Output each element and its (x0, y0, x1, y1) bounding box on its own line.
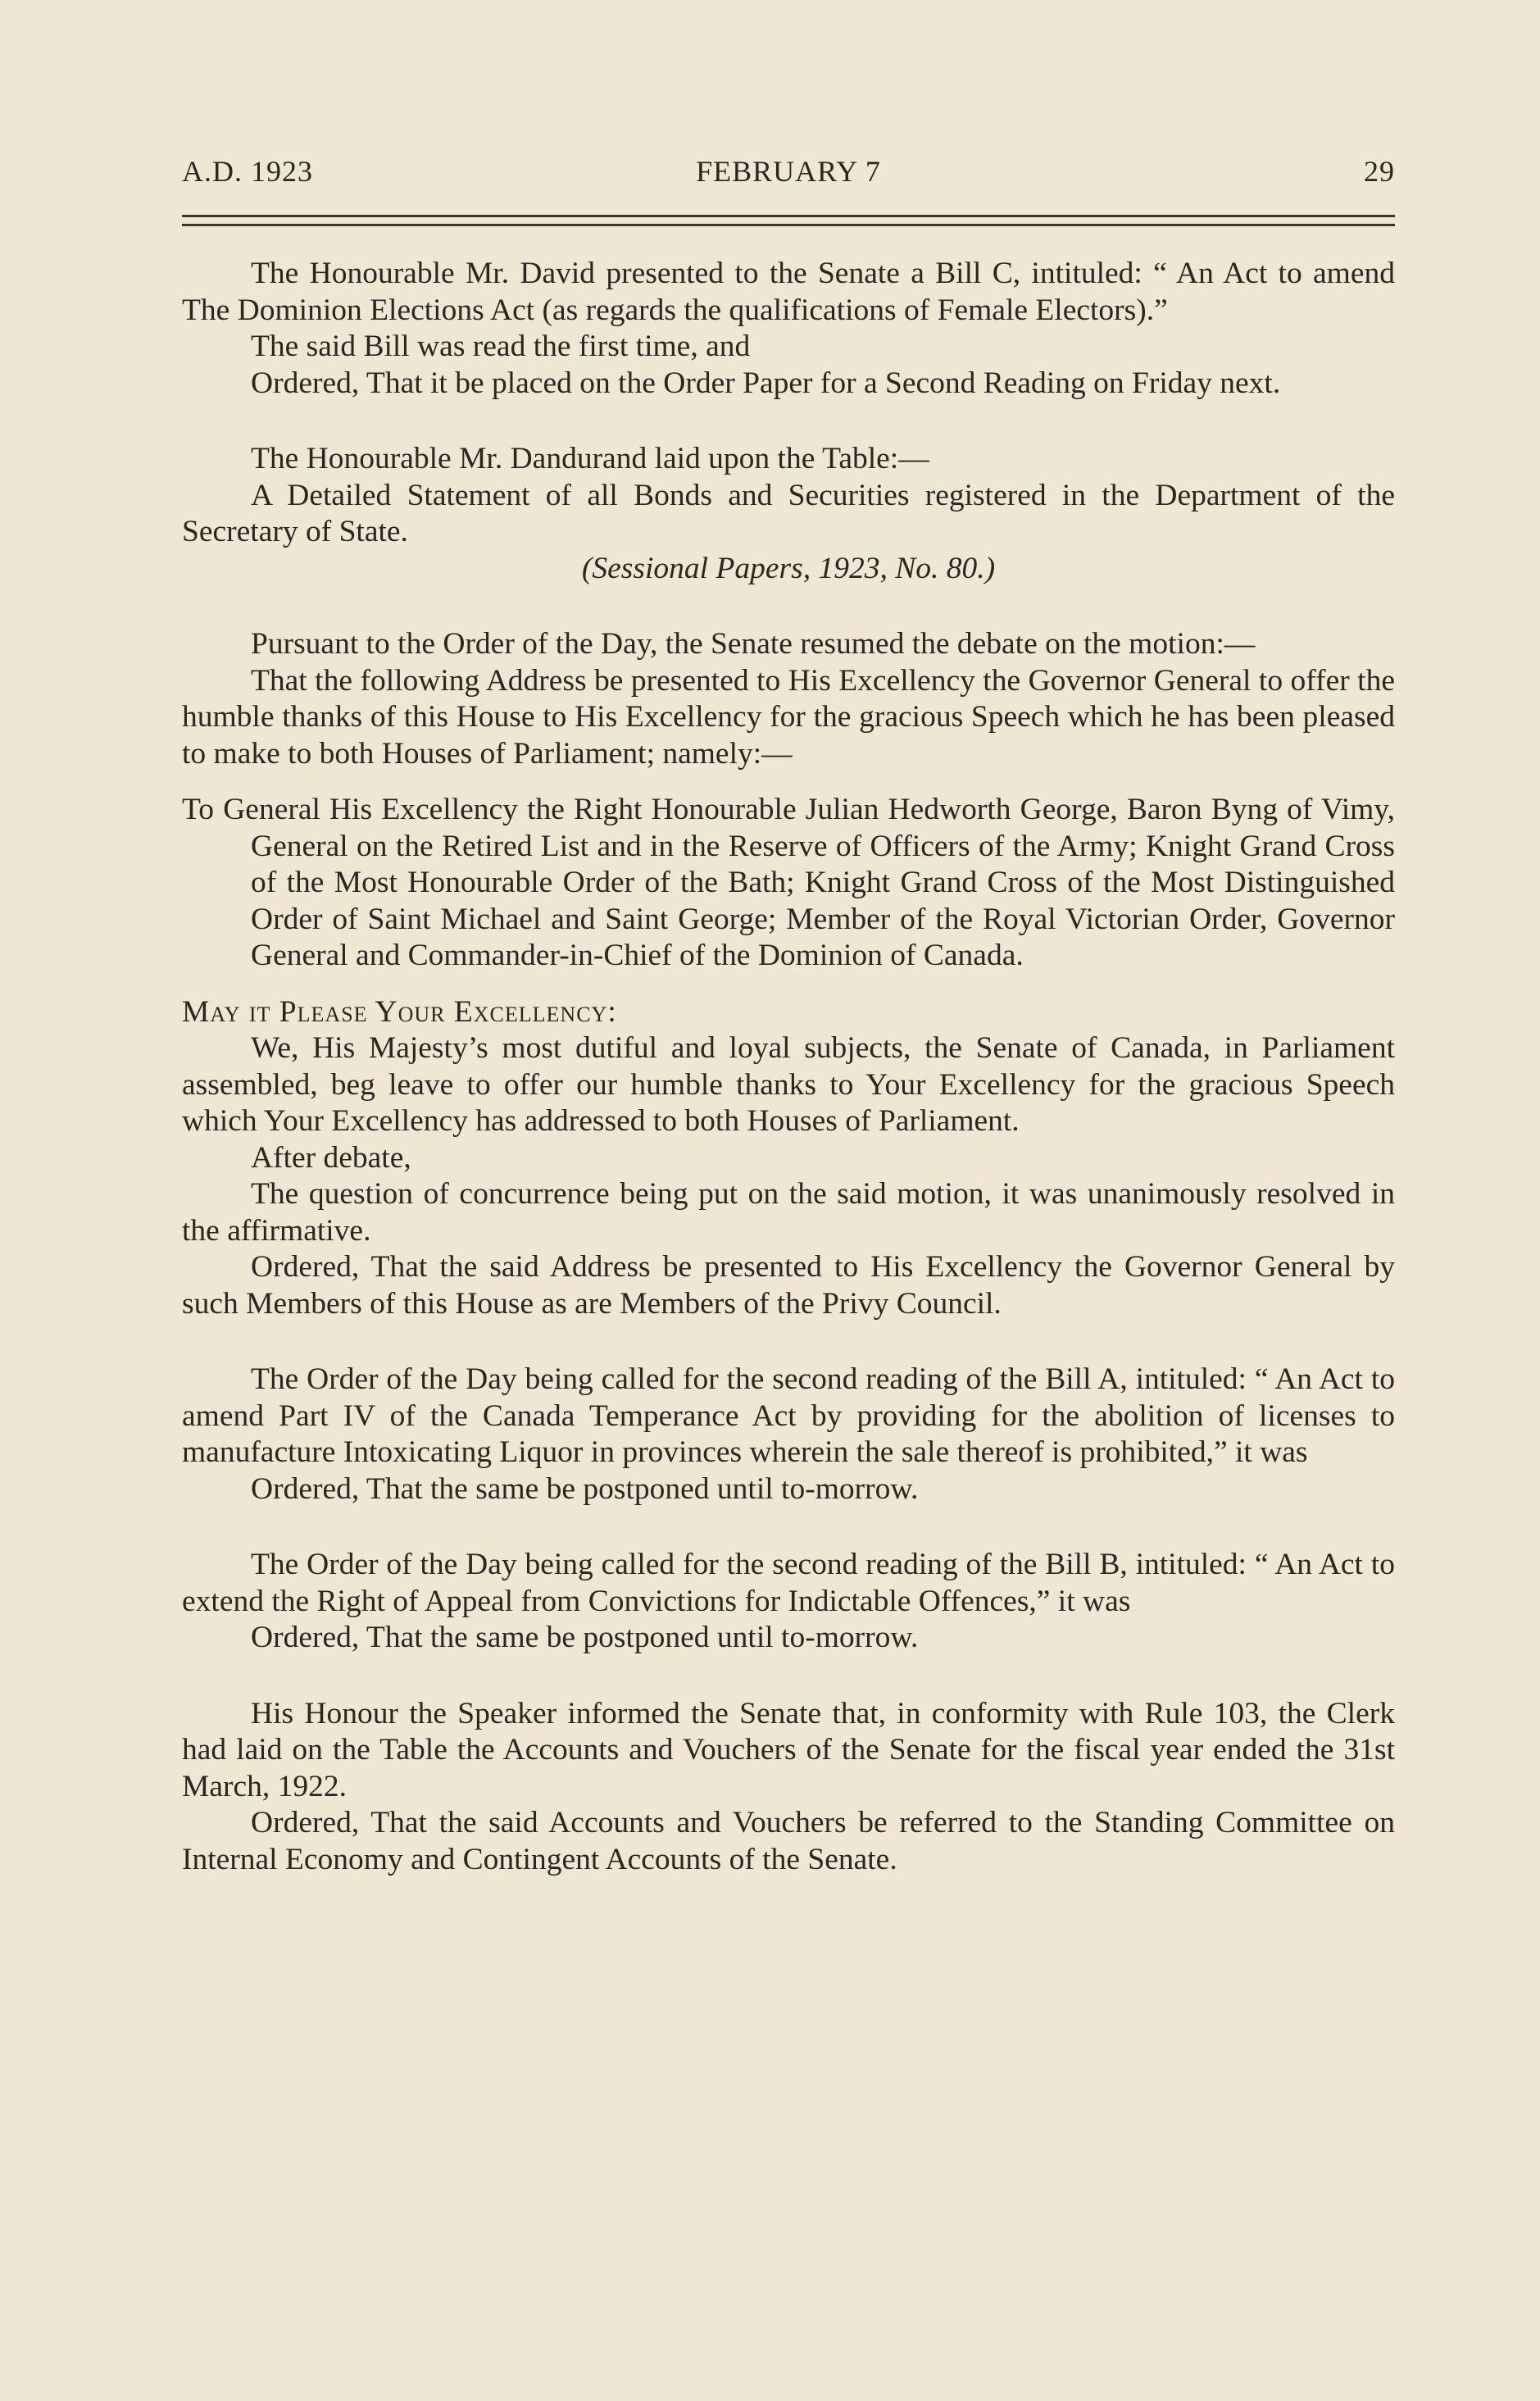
paragraph-address-body: We, His Majesty’s most dutiful and loyal subjects, the Senate of Canada, in Parliament assembled, beg leave to offer our humble thanks to Your Excellency for the gracious Speech which Your Excellency has addressed to both Houses of Parliament. (182, 1031, 1395, 1138)
paragraph-address-presentation: Ordered, That the said Address be presented to His Excellency the Governor General by such Members of this House as are Members of the Privy Council. (182, 1250, 1395, 1321)
paragraph-resumed-debate: Pursuant to the Order of the Day, the Senate resumed the debate on the motion:— (251, 627, 1256, 661)
paragraph-bill-a-postponed: Ordered, That the same be postponed until to-morrow. (251, 1471, 919, 1506)
section-gap (182, 402, 1395, 441)
paragraph-bill-a-order: The Order of the Day being called for the second reading of the Bill A, intituled: “ An Act to amend Part IV of the Canada Temperance Act by providing for the abolition of licenses to manufacture Intoxicating Liquor in provinces wherein the sale thereof is prohibited,” it was (182, 1362, 1395, 1469)
header-year: A.D. 1923 (182, 155, 313, 188)
paragraph-bill-c-presented: The Honourable Mr. David presented to the Senate a Bill C, intituled: “ An Act to amend The Dominion Elections Act (as regards the qualifications of Female Electors).” (182, 257, 1395, 327)
paragraph-after-debate: After debate, (251, 1140, 411, 1175)
section-gap (182, 772, 1395, 792)
section-gap (182, 1507, 1395, 1547)
paragraph-detailed-statement: A Detailed Statement of all Bonds and Securities registered in the Department of the Secretary of State. (182, 478, 1395, 548)
page-number: 29 (1364, 155, 1395, 188)
paragraph-laid-upon-table: The Honourable Mr. Dandurand laid upon the Table:— (251, 442, 929, 475)
salutation: May it Please Your Excellency: (182, 994, 617, 1029)
running-header (182, 154, 1395, 195)
sessional-paper-reference: (Sessional Papers, 1923, No. 80.) (581, 551, 996, 585)
section-gap (182, 1322, 1395, 1362)
paragraph-bill-b-postponed: Ordered, That the same be postponed until to-morrow. (251, 1621, 919, 1654)
paragraph-address-motion: That the following Address be presented to His Excellency the Governor General to offer the humble thanks of this House to His Excellency for the gracious Speech which he has been pleased to make to both Houses of Parliament; namely:— (182, 663, 1395, 771)
paragraph-order-second-reading: Ordered, That it be placed on the Order Paper for a Second Reading on Friday next. (251, 366, 1281, 400)
paragraph-accounts-referred: Ordered, That the said Accounts and Vouchers be referred to the Standing Committee on Internal Economy and Contingent Accounts of the Senate. (182, 1806, 1395, 1876)
paragraph-first-reading: The said Bill was read the first time, and (251, 330, 751, 363)
section-gap (182, 975, 1395, 994)
header-rule-top (182, 215, 1395, 217)
paragraph-speaker-accounts: His Honour the Speaker informed the Senate that, in conformity with Rule 103, the Clerk had laid on the Table the Accounts and Vouchers of the Senate for the fiscal year ended the 31st March, 1922. (182, 1696, 1395, 1803)
header-rule-bottom (182, 224, 1395, 226)
paragraph-concurrence: The question of concurrence being put on the said motion, it was unanimously resolved in the affirmative. (182, 1177, 1395, 1248)
section-gap (182, 1657, 1395, 1696)
document-body (182, 256, 1395, 1878)
paragraph-bill-b-order: The Order of the Day being called for the second reading of the Bill B, intituled: “ An Act to extend the Right of Appeal from Convictions for Indictable Offences,” it was (182, 1548, 1395, 1618)
header-date: FEBRUARY 7 (696, 155, 881, 188)
paragraph-address-recipient: To General His Excellency the Right Honourable Julian Hedworth George, Baron Byng of Vimy, General on the Retired List and in the Reserve of Officers of the Army; Knight Grand Cross of the Most Honourable Order of the Bath; Knight Grand Cross of the Most Distinguished Order of Saint Michael and Saint George; Member of the Royal Victorian Order, Governor General and Commander-in-Chief of the Dominion of Canada. (182, 793, 1395, 972)
section-gap (182, 587, 1395, 626)
